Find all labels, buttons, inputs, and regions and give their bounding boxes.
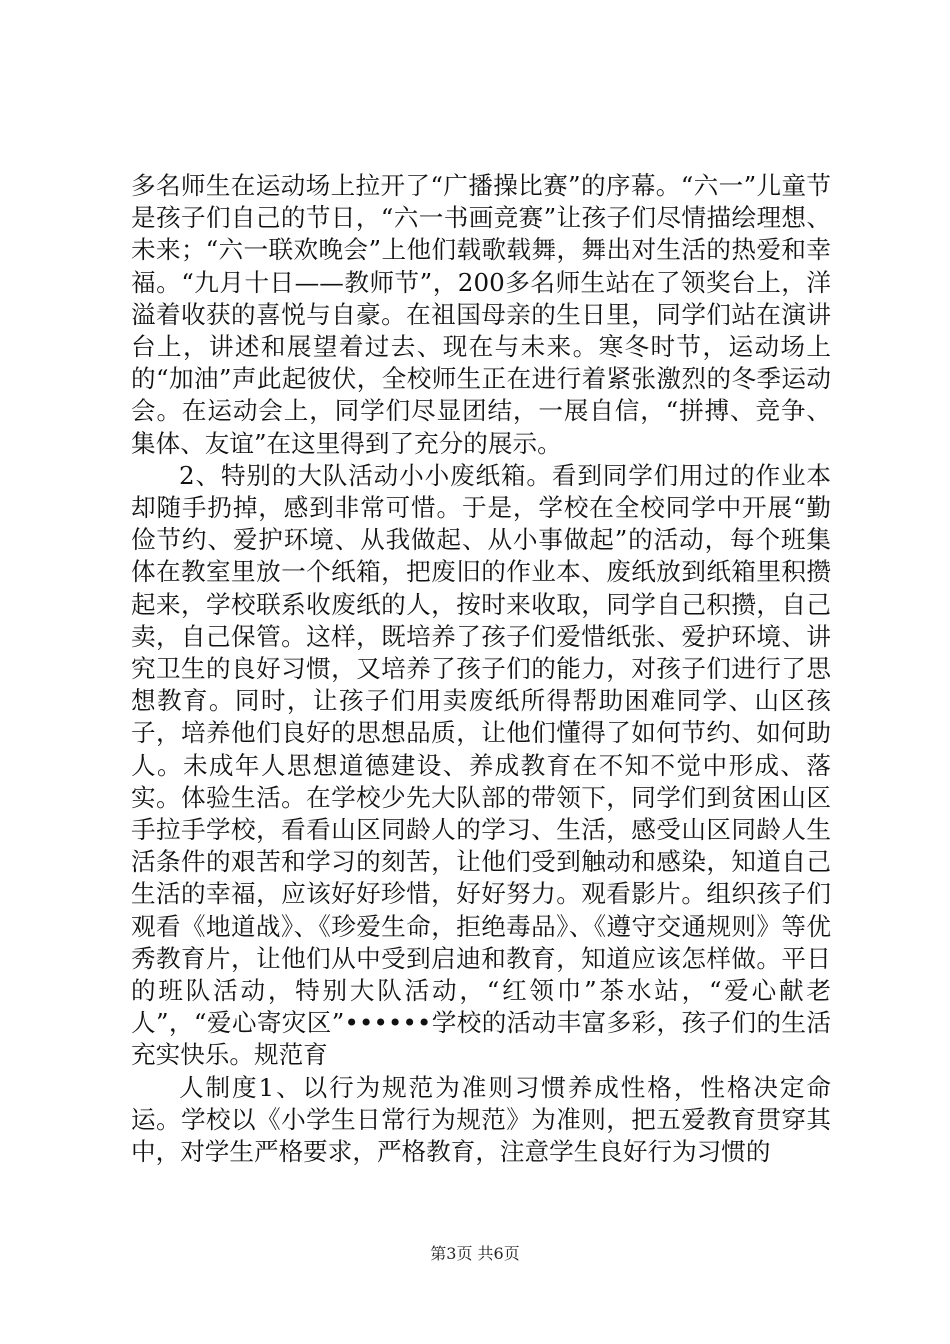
paragraph-2: 2、特别的大队活动小小废纸箱。看到同学们用过的作业本却随手扔掉，感到非常可惜。于是，学校在全校同学中开展“勤俭节约、爱护环境、从我做起、从小事做起”的活动，每个班集体在教室里放一个纸箱，把废旧的作业本、废纸放到纸箱里积攒起来，学校联系收废纸的人，按时来收取，同学自己积攒，自己卖，自己保管。这样，既培养了孩子们爱惜纸张、爱护环境、讲究卫生的良好习惯，又培养了孩子们的能力，对孩子们进行了思想教育。同时，让孩子们用卖废纸所得帮助困难同学、山区孩子，培养他们良好的思想品质，让他们懂得了如何节约、如何助人。未成年人思想道德建设、养成教育在不知不觉中形成、落实。体验生活。在学校少先大队部的带领下，同学们到贫困山区手拉手学校，看看山区同龄人的学习、生活，感受山区同龄人生活条件的艰苦和学习的刻苦，让他们受到触动和感染，知道自己生活的幸福，应该好好珍惜，好好努力。观看影片。组织孩子们观看《地道战》、《珍爱生命，拒绝毒品》、《遵守交通规则》等优秀教育片，让他们从中受到启迪和教育，知道应该怎样做。平日的班队活动，特别大队活动，“红领巾”茶水站，“爱心献老人”，“爱心寄灾区”••••••学校的活动丰富多彩，孩子们的生活充实快乐。规范育: [131, 460, 831, 1070]
paragraph-3: 人制度1、以行为规范为准则习惯养成性格，性格决定命运。学校以《小学生日常行为规范》为准则，把五爱教育贯穿其中，对学生严格要求，严格教育，注意学生良好行为习惯的: [131, 1072, 831, 1167]
document-body: [131, 170, 831, 1168]
page-number-footer: 第3页 共6页: [430, 1244, 520, 1263]
paragraph-1: 多名师生在运动场上拉开了“广播操比赛”的序幕。“六一”儿童节是孩子们自己的节日，“六一书画竞赛”让孩子们尽情描绘理想、未来；“六一联欢晚会”上他们载歌载舞，舞出对生活的热爱和幸福。“九月十日——教师节”，200多名师生站在了领奖台上，洋溢着收获的喜悦与自豪。在祖国母亲的生日里，同学们站在演讲台上，讲述和展望着过去、现在与未来。寒冬时节，运动场上的“加油”声此起彼伏，全校师生正在进行着紧张激烈的冬季运动会。在运动会上，同学们尽显团结，一展自信，“拼搏、竞争、集体、友谊”在这里得到了充分的展示。: [131, 171, 831, 458]
